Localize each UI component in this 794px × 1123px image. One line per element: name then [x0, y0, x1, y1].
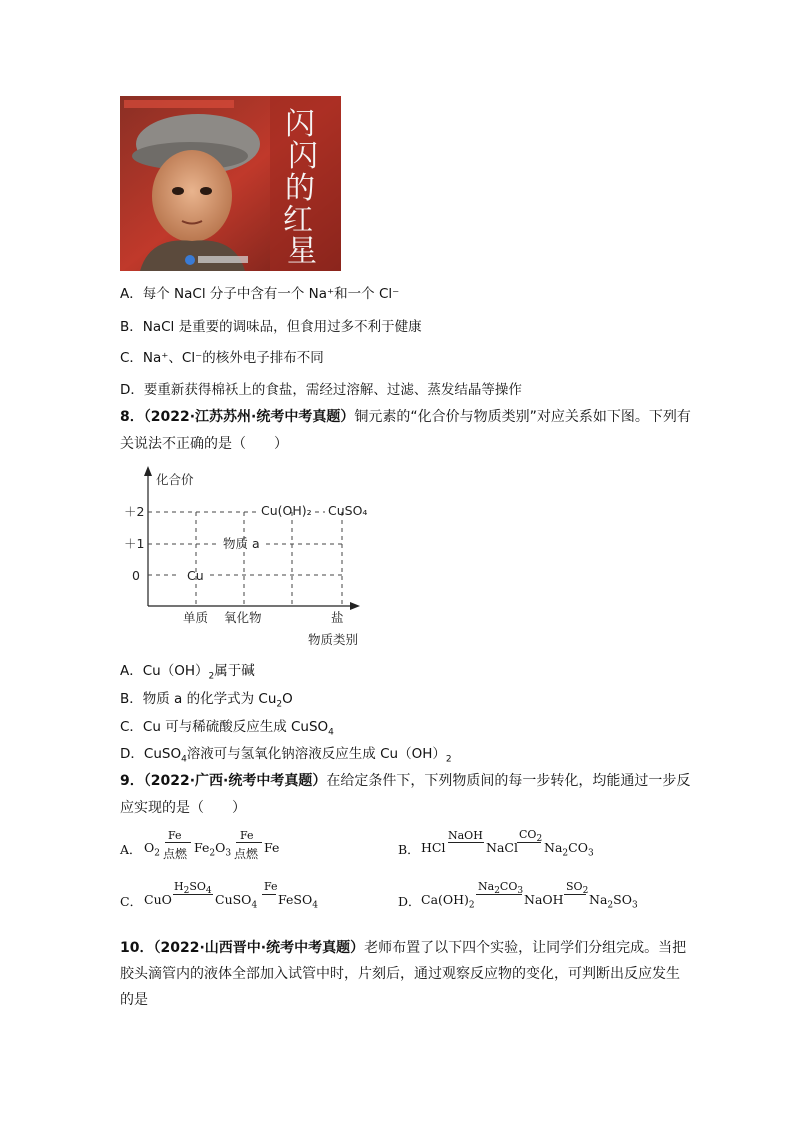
- q9-d-reagent-2: $SO_2$: [566, 880, 589, 897]
- q10-number: 10．: [120, 940, 154, 956]
- x-axis-label: 物质类别: [308, 632, 359, 647]
- q8-option-c-text: C．Cu 可与稀硫酸反应生成 CuSO: [120, 719, 329, 735]
- y-tick-plus1: ＋1: [124, 536, 145, 551]
- poster-title-glyph: 星: [287, 234, 317, 269]
- point-label-cuso4: CuSO₄: [328, 503, 368, 518]
- q10-stem-line-2: 胶头滴管内的液体全部加入试管中时，片刻后，通过观察反应物的变化，可判断出反应发生: [120, 966, 680, 982]
- q9-a-arrow-2: [236, 842, 262, 843]
- q8-option-d-sub2: 2: [445, 754, 452, 765]
- q8-option-b: [120, 690, 293, 714]
- q9-a-species-2: $Fe_2O_3$: [194, 840, 232, 859]
- q10-source: （2022·山西晋中·统考中考真题）: [153, 940, 365, 956]
- q9-b-label: B．: [398, 842, 420, 857]
- q7-option-b: B．NaCl 是重要的调味品，但食用过多不利于健康: [120, 319, 422, 335]
- q10-stem-line-3: 的是: [120, 992, 148, 1008]
- q8-option-b-text: B．物质 a 的化学式为 Cu: [120, 691, 277, 707]
- q8-option-b-sub: 2: [276, 699, 283, 710]
- point-label-substance-a: 物质 a: [223, 536, 260, 551]
- q9-c-arrow-1: [173, 894, 213, 895]
- q9-c-reagent-2: Fe: [264, 880, 278, 893]
- q9-b-species-3: $Na_2CO_3$: [544, 840, 594, 859]
- poster-title-glyph: 的: [285, 171, 315, 206]
- poster-illustration: [120, 96, 341, 271]
- q10-stem-text: 老师布置了以下四个实验，让同学们分组完成。当把: [364, 940, 687, 956]
- q9-stem-line-2: 应实现的是（ ）: [120, 800, 246, 816]
- q7-option-a: A．每个 NaCl 分子中含有一个 Na⁺和一个 Cl⁻: [120, 286, 400, 302]
- q9-stem-line-1: [120, 772, 690, 790]
- q9-number: 9．: [120, 773, 144, 789]
- q8-option-d-text: D．CuSO: [120, 746, 182, 762]
- q9-c-species-1: CuO: [144, 892, 172, 907]
- x-tick-element: 单质: [183, 610, 209, 625]
- q8-option-b-post: O: [282, 691, 293, 707]
- q8-option-a-post: 属于碱: [214, 663, 255, 679]
- q9-c-reagent-1: $H_2SO_4$: [174, 880, 212, 897]
- q9-c-species-3: FeSO$_4$: [278, 892, 318, 911]
- q8-option-a: [120, 662, 255, 686]
- q8-stem-text: 铜元素的“化合价与物质类别”对应关系如下图。下列有: [354, 409, 691, 425]
- q9-c-arrow-2: [262, 894, 276, 895]
- q9-d-species-3: $Na_2SO_3$: [589, 892, 638, 911]
- q9-c-species-2: CuSO$_4$: [215, 892, 258, 911]
- q7-option-c: C．Na⁺、Cl⁻的核外电子排布不同: [120, 350, 324, 366]
- q9-b-arrow-1: [448, 842, 484, 843]
- q9-b-reagent-2: $CO_2$: [519, 828, 543, 845]
- q9-b-reagent-1: NaOH: [448, 829, 483, 842]
- q9-b-arrow-2: [517, 842, 541, 843]
- q9-d-arrow-1: [476, 894, 522, 895]
- q9-b-species-1: HCl: [421, 840, 446, 855]
- x-axis-arrow: [350, 602, 360, 610]
- q9-a-species-3: Fe: [264, 840, 280, 855]
- x-tick-oxide: 氧化物: [224, 610, 262, 625]
- point-label-cu: Cu: [187, 568, 204, 583]
- q9-b-species-2: NaCl: [486, 840, 518, 855]
- y-axis-label: 化合价: [156, 472, 194, 487]
- q8-source: （2022·江苏苏州·统考中考真题）: [143, 409, 355, 425]
- poster-title-glyph: 闪: [285, 107, 315, 142]
- x-tick-salt: 盐: [331, 610, 344, 625]
- poster-title-glyph: 红: [283, 203, 313, 238]
- q9-d-reagent-1: $Na_2CO_3$: [478, 880, 524, 897]
- movie-poster-image: [120, 96, 341, 271]
- q8-number: 8．: [120, 409, 144, 425]
- y-tick-zero: 0: [132, 568, 140, 583]
- q9-stem-text: 在给定条件下，下列物质间的每一步转化，均能通过一步反: [326, 773, 691, 789]
- q7-option-d: D．要重新获得棉袄上的食盐，需经过溶解、过滤、蒸发结晶等操作: [120, 382, 522, 398]
- q8-stem-line-1: [120, 408, 691, 426]
- y-axis-arrow: [144, 466, 152, 476]
- q9-a-condition-2: 点燃: [234, 847, 259, 861]
- q9-c-label: C．: [120, 894, 143, 909]
- q8-option-c-sub: 4: [328, 727, 334, 738]
- q9-d-species-1: $Ca(OH)_2$: [421, 892, 475, 911]
- q9-d-arrow-2: [564, 894, 586, 895]
- q8-option-a-text: A．Cu（OH）: [120, 663, 209, 679]
- q9-source: （2022·广西·统考中考真题）: [143, 773, 327, 789]
- q9-a-species-1: $O_2$: [144, 840, 160, 859]
- q9-a-reagent-2: Fe: [240, 829, 254, 842]
- y-tick-plus2: ＋2: [124, 504, 145, 519]
- q9-a-label: A．: [120, 842, 142, 857]
- q8-stem-line-2: 关说法不正确的是（ ）: [120, 436, 288, 452]
- q10-stem-line-1: [120, 939, 686, 957]
- q8-option-a-sub: 2: [208, 671, 215, 682]
- poster-title-glyph: 闪: [288, 139, 318, 174]
- q9-d-species-2: NaOH: [524, 892, 564, 907]
- q9-a-condition-1: 点燃: [163, 847, 188, 861]
- q8-option-d-mid: 溶液可与氢氧化钠溶液反应生成 Cu（OH）: [186, 746, 446, 762]
- q9-a-reagent-1: Fe: [168, 829, 182, 842]
- q8-option-d-sub: 4: [181, 754, 187, 765]
- valence-category-chart: [110, 462, 400, 658]
- chart-grid: [148, 512, 342, 606]
- q9-a-arrow-1: [165, 842, 191, 843]
- point-label-cuoh2: Cu(OH)₂: [261, 503, 312, 518]
- q9-d-label: D．: [398, 894, 421, 909]
- q8-option-c: [120, 718, 334, 742]
- q8-option-d: [120, 745, 452, 769]
